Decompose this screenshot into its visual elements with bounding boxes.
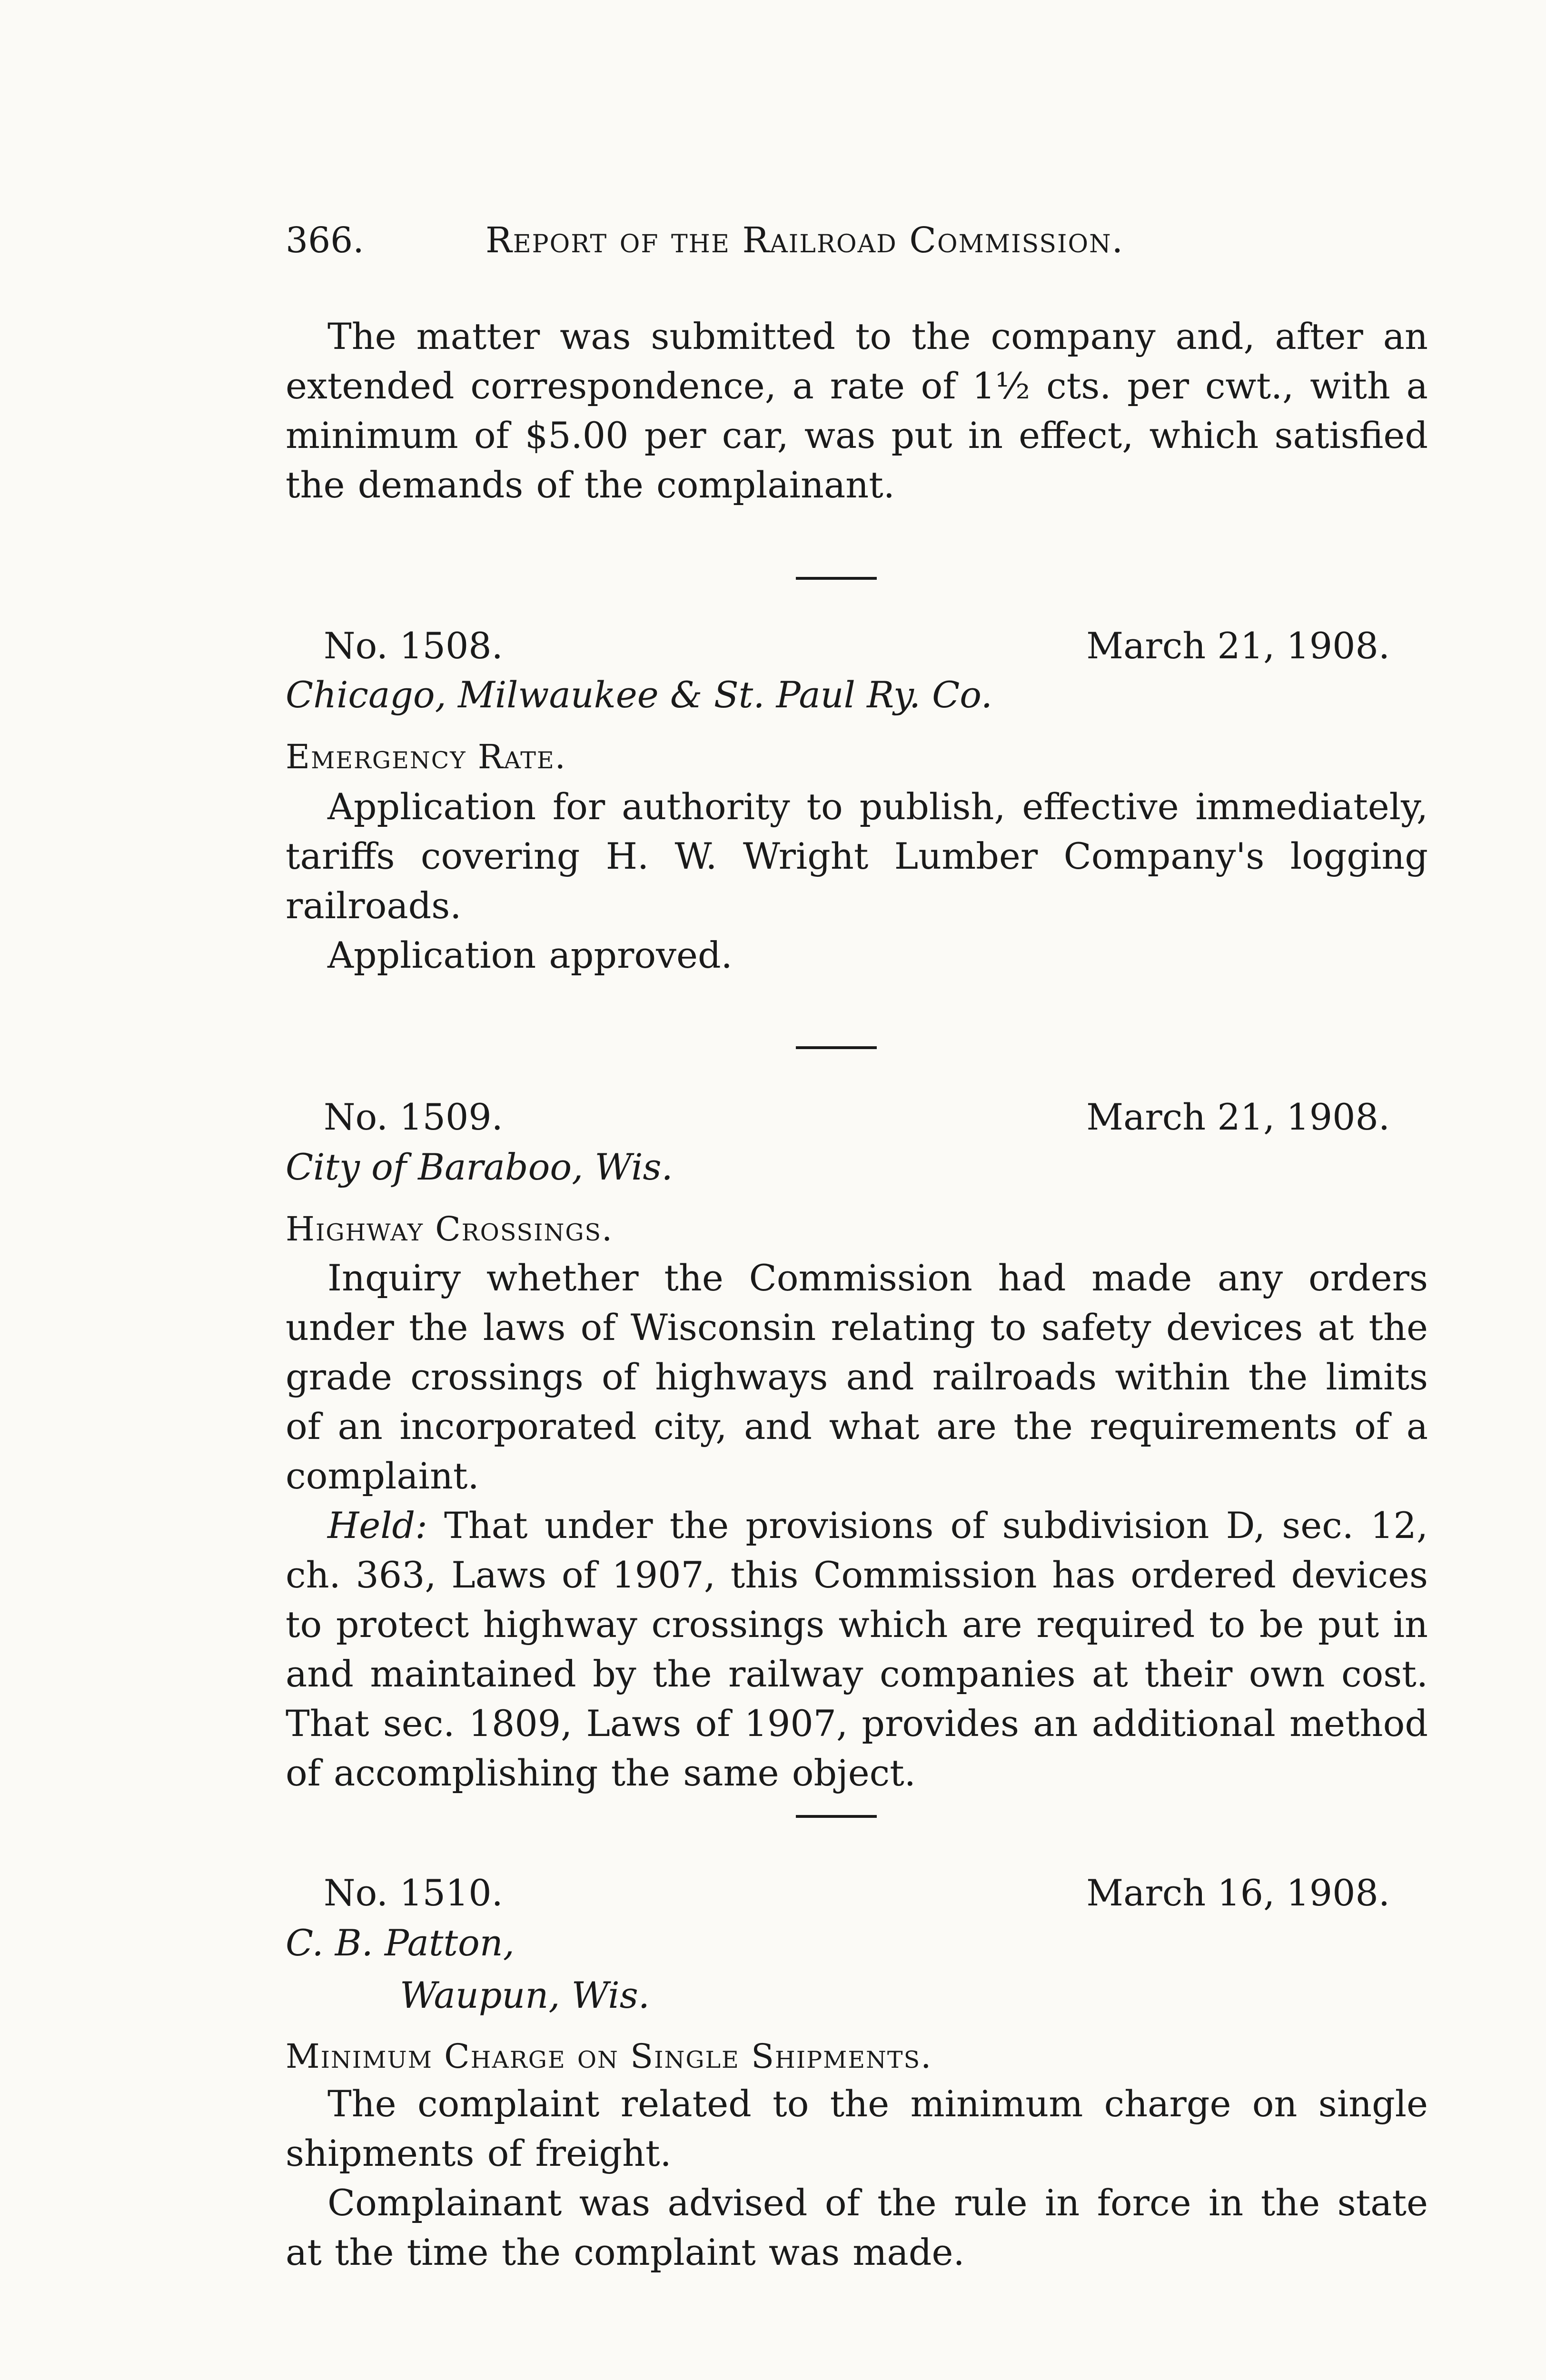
case-paragraph: Application for authority to publish, effective immediately, tariffs covering H. W. Wright Lumber Company's logging railroads.	[286, 785, 1428, 927]
case-party: City of Baraboo, Wis.	[286, 1146, 673, 1188]
section-divider	[796, 1046, 877, 1049]
case-party-location: Waupun, Wis.	[400, 1974, 650, 2016]
intro-paragraph-block	[286, 312, 1428, 510]
case-party: C. B. Patton,	[286, 1922, 515, 1964]
case-body-1509	[286, 1253, 1428, 1798]
held-label: Held:	[327, 1504, 427, 1547]
case-date: March 16, 1908.	[1086, 1872, 1390, 1914]
running-title: Report of the Railroad Commission.	[486, 220, 1124, 261]
case-header-1510	[324, 1868, 1390, 1918]
case-header-1509	[324, 1092, 1390, 1142]
intro-paragraph: The matter was submitted to the company and, after an extended correspondence, a rate of 1½ cts. per cwt., with a minimum of $5.00 per car, was put in effect, which satisfied the demands of the complainant.	[286, 315, 1428, 506]
held-paragraph	[286, 1501, 1428, 1798]
case-number: No. 1510.	[324, 1872, 503, 1914]
case-paragraph: Application approved.	[327, 934, 733, 976]
case-body-1508	[286, 782, 1428, 980]
case-body-1510	[286, 2079, 1428, 2277]
page-number: 366.	[286, 220, 364, 261]
case-paragraph: The complaint related to the minimum charge on single shipments of freight.	[286, 2082, 1428, 2174]
section-divider	[796, 1815, 877, 1818]
case-party: Chicago, Milwaukee & St. Paul Ry. Co.	[286, 674, 992, 716]
case-number: No. 1508.	[324, 625, 503, 667]
case-heading: Emergency Rate.	[286, 737, 566, 776]
case-paragraph: Inquiry whether the Commission had made any orders under the laws of Wisconsin relating to safety devices at the grade crossings of highways and railroads within the limits of an incorporated city, and what are the requirements of a complaint.	[286, 1257, 1428, 1497]
section-divider	[796, 577, 877, 580]
case-heading: Minimum Charge on Single Shipments.	[286, 2037, 932, 2076]
case-header-1508	[324, 621, 1390, 671]
case-number: No. 1509.	[324, 1096, 503, 1138]
running-header	[286, 217, 1428, 264]
case-paragraph: Complainant was advised of the rule in force in the state at the time the complaint was made.	[286, 2182, 1428, 2273]
case-date: March 21, 1908.	[1086, 1096, 1390, 1138]
case-heading: Highway Crossings.	[286, 1210, 614, 1249]
case-date: March 21, 1908.	[1086, 625, 1390, 667]
held-text: That under the provisions of subdivision D, sec. 12, ch. 363, Laws of 1907, this Commission has ordered devices to protect highway crossings which are required to be put in and maintained by the railway companies at their own cost. That sec. 1809, Laws of 1907, provides an additional method of accomplishing the same object.	[286, 1504, 1428, 1794]
